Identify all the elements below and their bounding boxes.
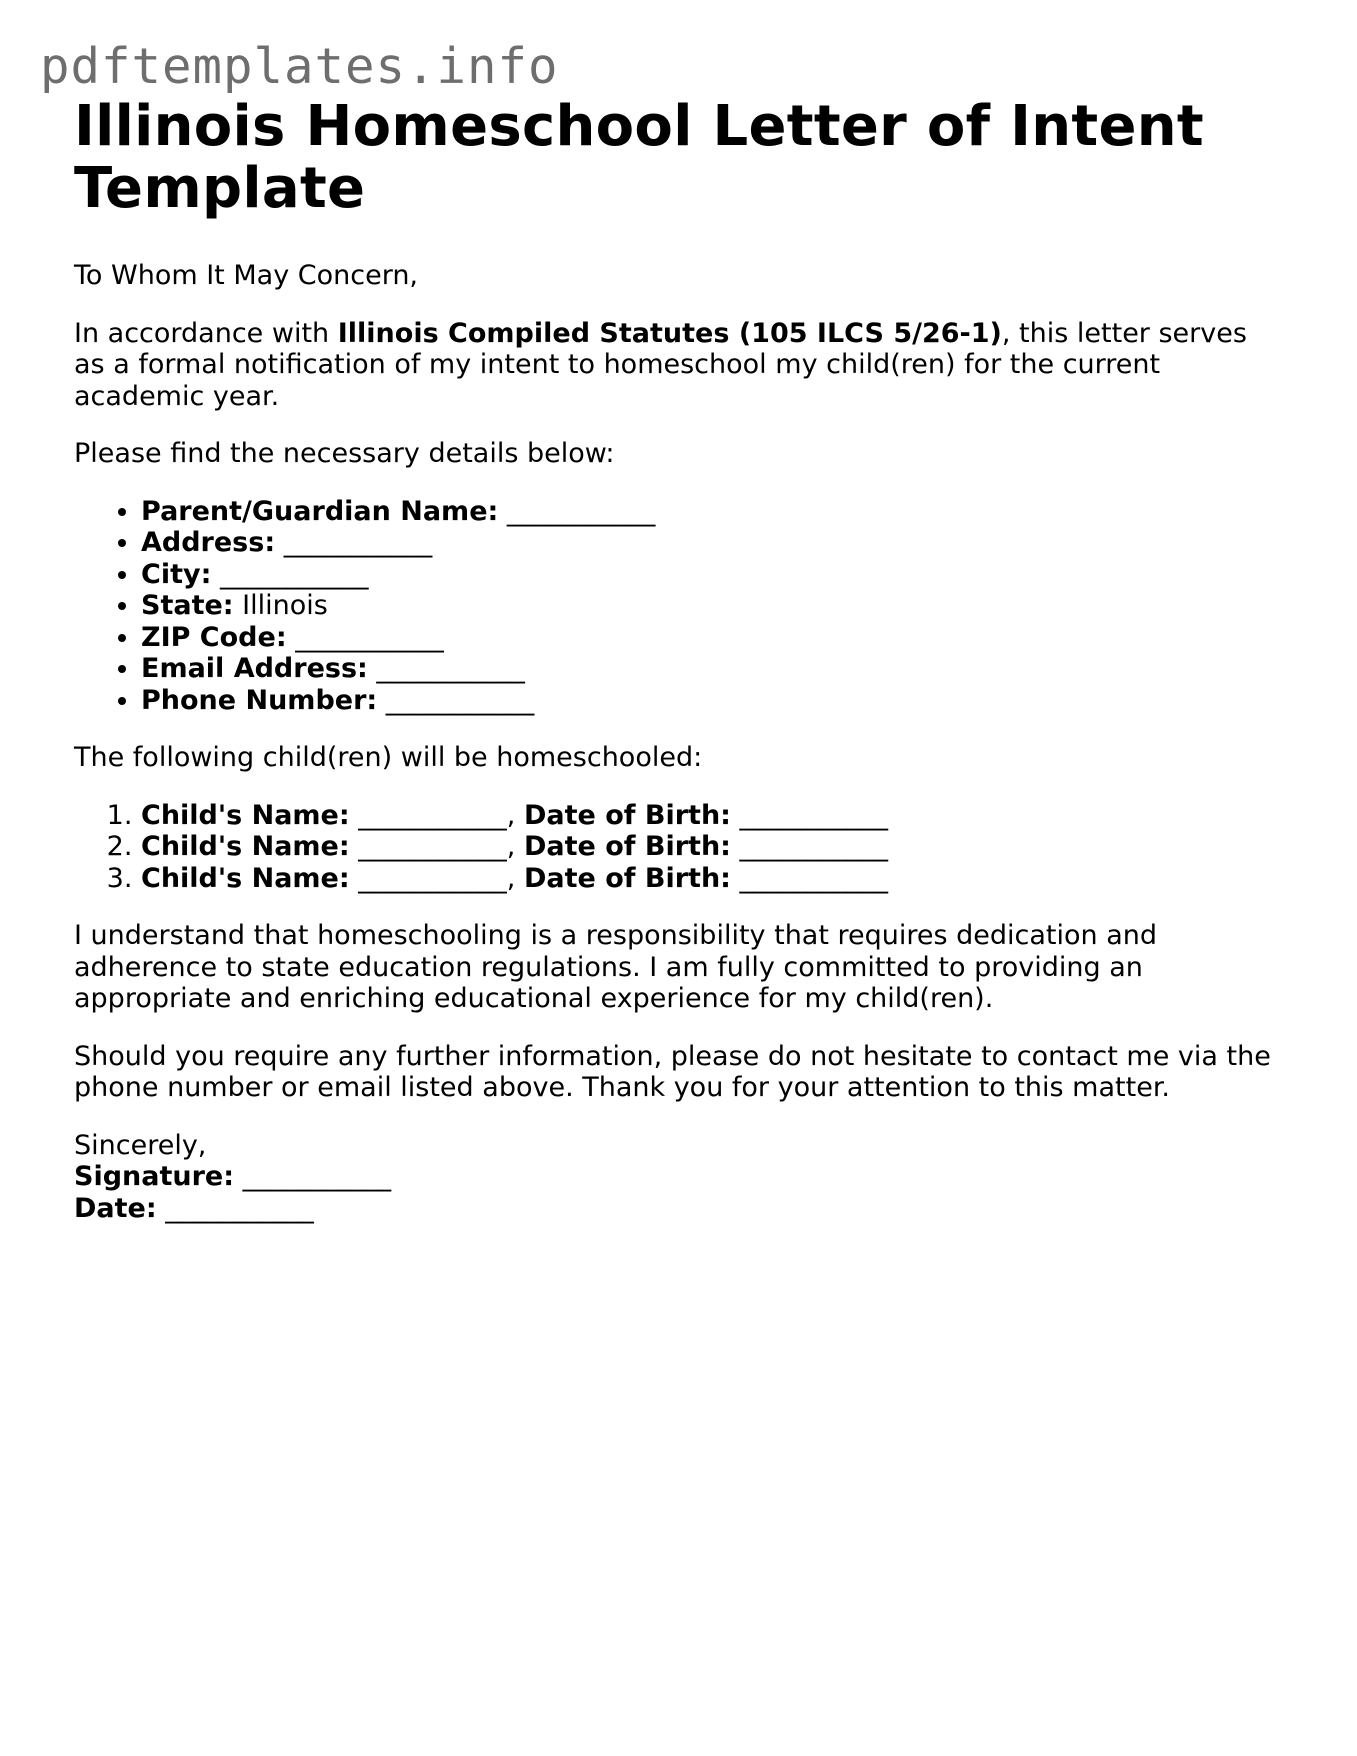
detail-value: ___________: [275, 527, 433, 558]
child-dob-label: Date of Birth:: [523, 831, 731, 862]
salutation: To Whom It May Concern,: [74, 260, 419, 291]
detail-value: ___________: [367, 653, 525, 684]
watermark: pdftemplates.info: [40, 38, 559, 95]
intro-before: In accordance with: [74, 317, 338, 349]
detail-value: Illinois: [233, 590, 328, 621]
children-list: [74, 800, 1284, 895]
date-value: ___________: [156, 1192, 314, 1224]
child-name-label: Child's Name:: [141, 862, 350, 894]
details-list: [74, 496, 1284, 717]
detail-city: [141, 559, 1284, 591]
child-dob-label: Date of Birth:: [523, 799, 731, 831]
detail-zip: [141, 622, 1284, 654]
child-entry: [141, 863, 1284, 895]
statute-reference: Illinois Compiled Statutes (105 ILCS 5/26-1): [337, 317, 1002, 349]
detail-value: ___________: [211, 558, 369, 590]
signature-value: ___________: [234, 1161, 392, 1192]
child-entry: [141, 831, 1284, 863]
detail-address: [141, 527, 1284, 559]
detail-label: ZIP Code:: [141, 621, 287, 653]
detail-parent-name: [141, 496, 1284, 528]
child-name-label: Child's Name:: [141, 799, 350, 831]
signature-line: [74, 1161, 1284, 1193]
detail-label: City:: [141, 558, 212, 590]
intro-after: , this letter serves as a formal notification of my intent to homeschool my child(ren) for the current academic year.: [74, 317, 1247, 412]
detail-phone: [141, 685, 1284, 717]
child-dob-label: Date of Birth:: [523, 862, 731, 894]
detail-email: [141, 653, 1284, 685]
detail-label: Phone Number:: [141, 684, 378, 716]
child-dob-value: ___________: [730, 799, 889, 831]
letter-document: [74, 96, 1284, 1224]
date-line: [74, 1193, 1284, 1225]
separator: ,: [506, 862, 524, 894]
intro-paragraph: [74, 318, 1284, 413]
date-label: Date:: [74, 1192, 157, 1224]
children-intro: The following child(ren) will be homeschooled:: [74, 742, 703, 773]
separator: ,: [506, 799, 524, 831]
child-dob-value: ___________: [730, 831, 889, 862]
detail-value: ___________: [377, 684, 535, 716]
closing-block: [74, 1130, 1284, 1225]
signature-label: Signature:: [74, 1161, 235, 1192]
contact-paragraph: Should you require any further information, please do not hesitate to contact me via the phone number or email listed above. Thank you for your attention to this matter.: [74, 1040, 1271, 1103]
detail-value: ___________: [498, 495, 656, 527]
child-dob-value: ___________: [730, 862, 889, 894]
detail-label: Parent/Guardian Name:: [141, 495, 499, 527]
detail-label: Email Address:: [141, 653, 368, 684]
child-name-label: Child's Name:: [141, 831, 350, 862]
child-entry: [141, 800, 1284, 832]
child-name-value: ___________: [349, 799, 507, 831]
sincerely: Sincerely,: [74, 1129, 207, 1161]
detail-label: Address:: [141, 527, 276, 558]
detail-label: State:: [141, 590, 234, 621]
commitment-paragraph: I understand that homeschooling is a responsibility that requires dedication and adherence to state education regulations. I am fully committed to providing an appropriate and enriching educational experience for my child(ren).: [74, 920, 1158, 1014]
detail-value: ___________: [286, 621, 444, 653]
page-title: Illinois Homeschool Letter of Intent Template: [74, 94, 1205, 221]
details-intro: Please find the necessary details below:: [74, 438, 615, 469]
detail-state: [141, 590, 1284, 622]
separator: ,: [506, 831, 524, 862]
child-name-value: ___________: [349, 831, 507, 862]
child-name-value: ___________: [349, 862, 507, 894]
